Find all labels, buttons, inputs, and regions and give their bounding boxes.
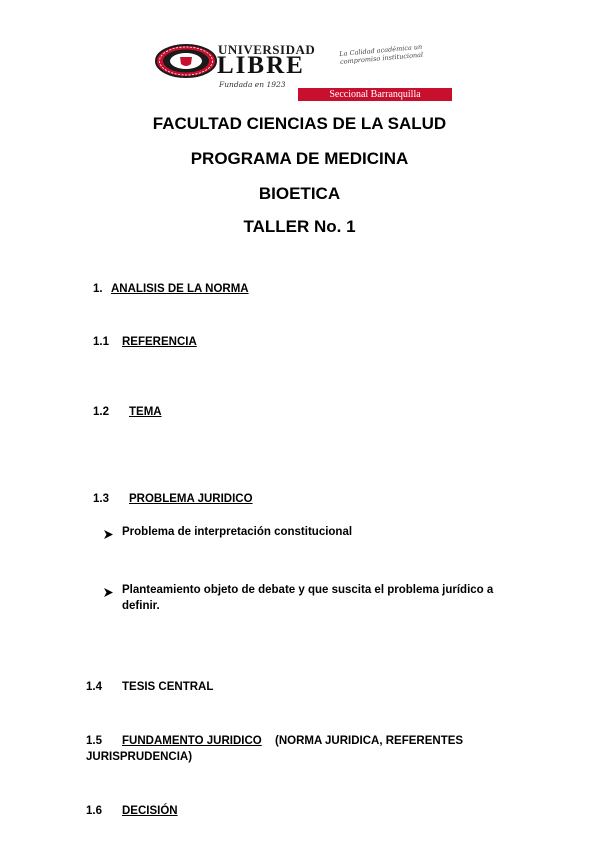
- arrowhead-bullet-icon: [103, 527, 114, 545]
- bullet-item-continuation: definir.: [122, 600, 160, 612]
- section-1-number: 1.: [93, 283, 103, 295]
- university-logo: [155, 38, 455, 102]
- section-1-1-title: REFERENCIA: [122, 336, 197, 348]
- logo-motto-text: La Calidad académica un compromiso institucional: [339, 42, 424, 66]
- section-1-4-number: 1.4: [86, 681, 102, 693]
- logo-university-text: UNIVERSIDAD: [218, 42, 316, 57]
- logo-name-text: LIBRE: [217, 52, 305, 79]
- section-1-3-number: 1.3: [93, 493, 109, 505]
- section-1-6-title: DECISIÓN: [122, 805, 178, 817]
- section-1-title: ANALISIS DE LA NORMA: [111, 283, 249, 295]
- arrowhead-bullet-icon: [103, 585, 114, 603]
- section-1-2-number: 1.2: [93, 406, 109, 418]
- subject-heading: BIOETICA: [258, 184, 341, 203]
- section-1-6-number: 1.6: [86, 805, 102, 817]
- logo-branch-banner: Seccional Barranquilla: [298, 88, 452, 101]
- faculty-heading: FACULTAD CIENCIAS DE LA SALUD: [152, 114, 447, 133]
- logo-founded-text: Fundada en 1923: [219, 80, 286, 89]
- section-1-5-note-continuation: JURISPRUDENCIA): [86, 751, 193, 763]
- bullet-item: Planteamiento objeto de debate y que suscita el problema jurídico a: [122, 584, 494, 596]
- program-heading: PROGRAMA DE MEDICINA: [190, 149, 409, 168]
- section-1-5-note: (NORMA JURIDICA, REFERENTES: [275, 735, 464, 747]
- section-1-5-number: 1.5: [86, 735, 102, 747]
- section-1-5-title: FUNDAMENTO JURIDICO: [122, 735, 262, 747]
- university-seal-icon: [155, 44, 217, 78]
- section-1-1-number: 1.1: [93, 336, 109, 348]
- section-1-4-title: TESIS CENTRAL: [122, 681, 214, 693]
- section-1-3-title: PROBLEMA JURIDICO: [129, 493, 253, 505]
- bullet-item: Problema de interpretación constitucional: [122, 526, 353, 538]
- workshop-heading: TALLER No. 1: [243, 217, 356, 236]
- section-1-2-title: TEMA: [129, 406, 162, 418]
